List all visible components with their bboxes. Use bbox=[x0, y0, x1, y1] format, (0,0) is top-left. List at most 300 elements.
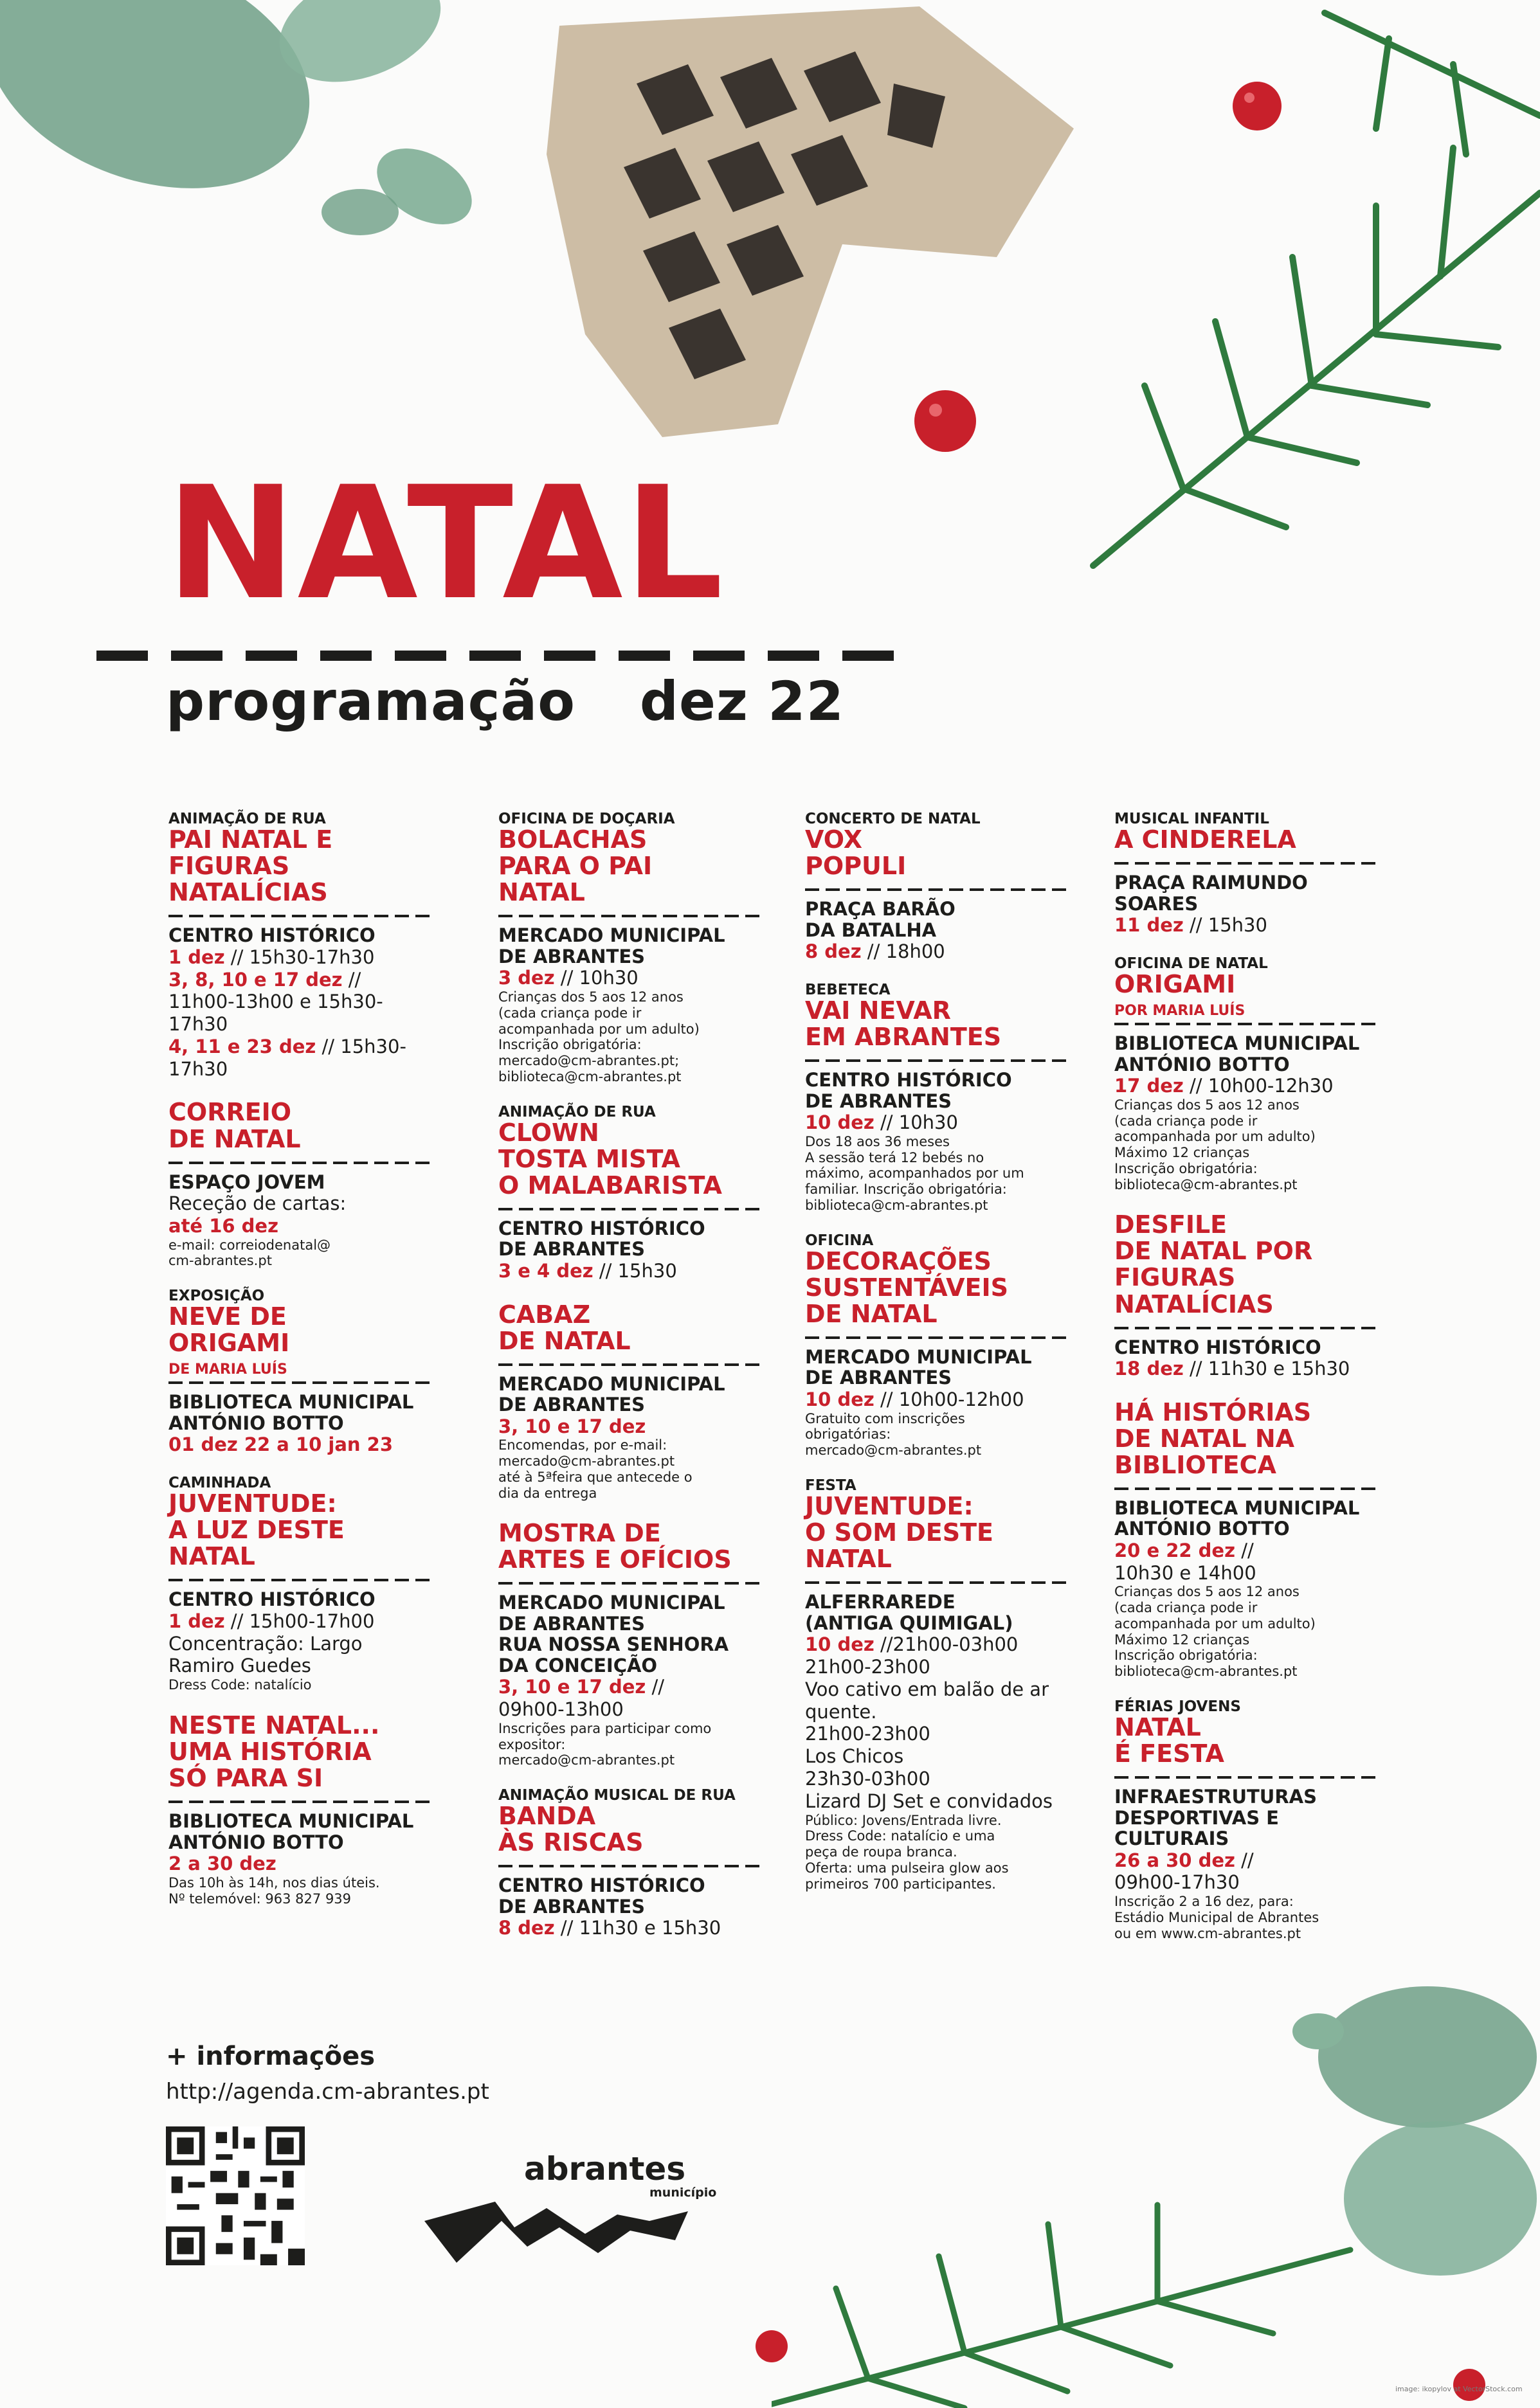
event-title-line: EM ABRANTES bbox=[805, 1023, 1002, 1052]
event-title-line: PARA O PAI bbox=[498, 852, 653, 881]
event-note: Dress Code: natalício e uma bbox=[805, 1828, 995, 1844]
event-note: Dos 18 aos 36 meses bbox=[805, 1133, 950, 1149]
event-title-line: SUSTENTÁVEIS bbox=[805, 1273, 1008, 1302]
dashed-divider bbox=[498, 1363, 762, 1366]
dashed-divider bbox=[168, 1162, 432, 1164]
event-title-line: VAI NEVAR bbox=[805, 996, 951, 1025]
program-column-4 bbox=[1114, 811, 1378, 1961]
event-note: Inscrição obrigatória: bbox=[498, 1037, 642, 1053]
event-title-line: DE NATAL POR bbox=[1114, 1237, 1313, 1266]
event-block bbox=[498, 1302, 762, 1502]
event-block bbox=[1114, 956, 1378, 1193]
logo-name: abrantes bbox=[524, 2150, 686, 2188]
event-title-line: O SOM DESTE bbox=[805, 1518, 993, 1547]
event-category: ANIMAÇÃO DE RUA bbox=[498, 1103, 656, 1120]
event-time: 21h00-23h00 bbox=[805, 1723, 930, 1745]
event-title bbox=[498, 1520, 762, 1578]
event-note: biblioteca@cm-abrantes.pt bbox=[498, 1068, 682, 1084]
event-schedule-line bbox=[1114, 1849, 1378, 1872]
event-date: 10 dez bbox=[805, 1111, 874, 1134]
info-heading: + informações bbox=[166, 2042, 376, 2071]
event-schedule-line bbox=[1114, 1540, 1378, 1562]
event-date: 18 dez bbox=[1114, 1358, 1184, 1379]
dashed-divider bbox=[805, 888, 1069, 891]
event-location: SOARES bbox=[1114, 892, 1199, 915]
event-category: CAMINHADA bbox=[168, 1475, 271, 1492]
event-date: 26 a 30 dez bbox=[1114, 1849, 1235, 1871]
event-location: DA CONCEIÇÃO bbox=[498, 1654, 658, 1676]
event-note: acompanhada por um adulto) bbox=[498, 1021, 700, 1037]
event-category: ANIMAÇÃO DE RUA bbox=[168, 811, 326, 827]
event-block bbox=[1114, 1212, 1378, 1379]
pine-cone-illustration bbox=[508, 0, 1100, 463]
title-dash-divider bbox=[96, 651, 907, 661]
event-location: CENTRO HISTÓRICO bbox=[498, 1217, 705, 1239]
event-location: ESPAÇO JOVEM bbox=[168, 1171, 325, 1193]
event-time: // bbox=[646, 1676, 665, 1698]
event-date: 01 dez 22 a 10 jan 23 bbox=[168, 1433, 394, 1456]
event-title bbox=[805, 827, 1069, 885]
event-block bbox=[498, 1788, 762, 1939]
event-location: ANTÓNIO BOTTO bbox=[1114, 1053, 1290, 1075]
event-note: A sessão terá 12 bebés no bbox=[805, 1149, 984, 1165]
event-category: BEBETECA bbox=[805, 981, 891, 998]
event-schedule-line bbox=[498, 1917, 762, 1939]
event-location: DE ABRANTES bbox=[805, 1367, 952, 1389]
event-title-line: É FESTA bbox=[1114, 1739, 1224, 1768]
event-location: DE ABRANTES bbox=[498, 1895, 646, 1918]
event-date: 1 dez bbox=[168, 946, 225, 968]
event-date: 3, 10 e 17 dez bbox=[498, 1676, 646, 1698]
event-title-line: ORIGAMI bbox=[168, 1329, 290, 1358]
event-location: DE ABRANTES bbox=[498, 945, 646, 967]
event-title bbox=[168, 1712, 432, 1797]
event-time: // 15h30-17h30 bbox=[224, 946, 375, 968]
event-date: 3 dez bbox=[498, 967, 555, 989]
event-date: 8 dez bbox=[498, 1917, 555, 1939]
event-location: INFRAESTRUTURAS bbox=[1114, 1786, 1317, 1808]
event-location: ANTÓNIO BOTTO bbox=[168, 1831, 344, 1853]
dashed-divider bbox=[168, 1381, 432, 1384]
page-title: NATAL bbox=[166, 453, 725, 634]
event-date: 11 dez bbox=[1114, 914, 1184, 937]
event-schedule-line bbox=[498, 1260, 762, 1282]
event-block bbox=[1114, 1699, 1378, 1942]
event-note: biblioteca@cm-abrantes.pt bbox=[1114, 1176, 1298, 1192]
subtitle-programacao: programação bbox=[166, 670, 575, 733]
event-location: BIBLIOTECA MUNICIPAL bbox=[168, 1391, 414, 1414]
event-title-line: A CINDERELA bbox=[1114, 825, 1296, 854]
event-date: 3, 8, 10 e 17 dez bbox=[168, 968, 343, 991]
event-schedule-line bbox=[168, 946, 432, 969]
event-location: CENTRO HISTÓRICO bbox=[805, 1069, 1012, 1092]
event-date: 17 dez bbox=[1114, 1075, 1184, 1097]
event-title-line: DE NATAL NA bbox=[1114, 1424, 1295, 1453]
program-column-3 bbox=[805, 811, 1069, 1911]
event-title-line: DESFILE bbox=[1114, 1210, 1227, 1239]
event-title-line: O MALABARISTA bbox=[498, 1171, 722, 1200]
event-time: // 11h00-13h00 e 15h30-17h30 bbox=[168, 968, 383, 1036]
event-title-line: HÁ HISTÓRIAS bbox=[1114, 1397, 1312, 1426]
event-schedule-line bbox=[168, 1610, 432, 1633]
event-schedule-line bbox=[805, 1723, 1069, 1745]
event-location: DE ABRANTES bbox=[805, 1090, 952, 1112]
red-berry-bottom-left bbox=[752, 2327, 791, 2366]
event-schedule-line bbox=[805, 1745, 1069, 1768]
event-block bbox=[805, 1478, 1069, 1892]
event-time: // 11h30 e 15h30 bbox=[1183, 1358, 1350, 1379]
event-title bbox=[168, 1099, 432, 1157]
event-time: // 10h30 bbox=[554, 967, 639, 989]
event-title-line: NATALÍCIAS bbox=[1114, 1289, 1274, 1318]
event-schedule-line bbox=[805, 1656, 1069, 1678]
event-location: RUA NOSSA SENHORA bbox=[498, 1633, 729, 1656]
event-date: até 16 dez bbox=[168, 1214, 278, 1237]
event-time: // 10h30 bbox=[874, 1111, 958, 1134]
event-schedule-line bbox=[498, 1676, 762, 1698]
program-column-1 bbox=[168, 811, 432, 1926]
event-schedule-line bbox=[1114, 1358, 1378, 1380]
event-note: peça de roupa branca. bbox=[805, 1844, 957, 1860]
event-time: 09h00-17h30 bbox=[1114, 1871, 1240, 1894]
event-note: mercado@cm-abrantes.pt bbox=[498, 1453, 675, 1469]
event-time: 21h00-23h00 bbox=[805, 1655, 930, 1678]
event-schedule-line bbox=[805, 1768, 1069, 1790]
event-title-line: NATAL bbox=[498, 878, 585, 907]
event-location: BIBLIOTECA MUNICIPAL bbox=[1114, 1032, 1360, 1055]
event-title bbox=[168, 827, 432, 911]
qr-code bbox=[166, 2126, 305, 2265]
event-title-line: PAI NATAL E bbox=[168, 825, 333, 854]
event-schedule-line bbox=[498, 1415, 762, 1438]
event-title-line: NATAL bbox=[1114, 1713, 1201, 1742]
event-title bbox=[168, 1491, 432, 1575]
event-schedule-line bbox=[498, 1698, 762, 1721]
event-note: máximo, acompanhados por um bbox=[805, 1165, 1024, 1182]
page-subtitle bbox=[166, 670, 844, 733]
event-title-line: JUVENTUDE: bbox=[805, 1492, 974, 1521]
event-schedule-line bbox=[1114, 1562, 1378, 1585]
event-title bbox=[498, 1803, 762, 1861]
event-time: // 15h30 bbox=[1183, 914, 1267, 937]
dashed-divider bbox=[498, 1865, 762, 1867]
event-date: 10 dez bbox=[805, 1633, 874, 1656]
event-title-line: ORIGAMI bbox=[1114, 970, 1236, 999]
event-location: ANTÓNIO BOTTO bbox=[168, 1412, 344, 1434]
event-date: 1 dez bbox=[168, 1610, 225, 1632]
event-block bbox=[168, 1712, 432, 1907]
event-category: ANIMAÇÃO MUSICAL DE RUA bbox=[498, 1787, 736, 1804]
event-title-line: POPULI bbox=[805, 852, 907, 881]
event-note: acompanhada por um adulto) bbox=[1114, 1129, 1316, 1145]
event-note: obrigatórias: bbox=[805, 1426, 891, 1442]
event-block bbox=[805, 1233, 1069, 1459]
event-note: familiar. Inscrição obrigatória: bbox=[805, 1182, 1007, 1198]
event-note: e-mail: correiodenatal@ bbox=[168, 1237, 331, 1253]
event-title bbox=[1114, 1399, 1378, 1484]
event-time: 09h00-13h00 bbox=[498, 1698, 624, 1721]
event-note: biblioteca@cm-abrantes.pt bbox=[805, 1197, 988, 1213]
event-title-line: DE NATAL bbox=[498, 1326, 631, 1355]
event-category: MUSICAL INFANTIL bbox=[1114, 811, 1269, 827]
event-block bbox=[498, 1104, 762, 1282]
event-category: CONCERTO DE NATAL bbox=[805, 811, 981, 827]
event-location: CENTRO HISTÓRICO bbox=[168, 1588, 376, 1611]
event-location: PRAÇA BARÃO bbox=[805, 898, 956, 921]
event-location: PRAÇA RAIMUNDO bbox=[1114, 872, 1308, 894]
event-title-line: BOLACHAS bbox=[498, 825, 648, 854]
event-schedule-line bbox=[805, 1111, 1069, 1134]
event-time: //21h00-03h00 bbox=[874, 1633, 1019, 1656]
event-location: MERCADO MUNICIPAL bbox=[498, 1372, 725, 1395]
event-subtitle: POR MARIA LUÍS bbox=[1114, 1003, 1246, 1020]
event-note: (cada criança pode ir bbox=[1114, 1600, 1258, 1616]
event-schedule-line bbox=[168, 1853, 432, 1875]
dashed-divider bbox=[1114, 1776, 1378, 1779]
dashed-divider bbox=[498, 915, 762, 917]
event-block bbox=[168, 1099, 432, 1269]
dashed-divider bbox=[805, 1581, 1069, 1584]
event-note: Estádio Municipal de Abrantes bbox=[1114, 1909, 1319, 1925]
image-credit: image: ikopylov at VectorStock.com bbox=[1395, 2385, 1523, 2393]
event-note: expositor: bbox=[498, 1736, 566, 1752]
event-schedule-line bbox=[805, 1633, 1069, 1656]
event-note: cm-abrantes.pt bbox=[168, 1253, 272, 1269]
event-schedule-line bbox=[168, 1036, 432, 1081]
event-time: // 10h00-12h30 bbox=[1183, 1075, 1334, 1097]
event-block bbox=[168, 811, 432, 1080]
event-note: Máximo 12 crianças bbox=[1114, 1631, 1250, 1648]
event-schedule-line bbox=[168, 1633, 432, 1678]
event-note: mercado@cm-abrantes.pt; bbox=[498, 1053, 680, 1069]
event-title-line: BIBLIOTECA bbox=[1114, 1450, 1276, 1479]
event-schedule-line bbox=[168, 1192, 432, 1215]
more-info bbox=[166, 2042, 489, 2105]
event-time: Voo cativo em balão de ar quente. bbox=[805, 1678, 1049, 1723]
event-schedule-line bbox=[805, 1678, 1069, 1723]
event-title-line: ARTES E OFÍCIOS bbox=[498, 1545, 732, 1574]
event-title-line: NATAL bbox=[168, 1542, 255, 1571]
event-date: 8 dez bbox=[805, 940, 862, 963]
event-note: dia da entrega bbox=[498, 1485, 597, 1501]
event-schedule-line bbox=[168, 1433, 432, 1456]
event-title-line: UMA HISTÓRIA bbox=[168, 1737, 372, 1766]
event-block bbox=[1114, 811, 1378, 937]
event-note: Inscrição 2 a 16 dez, para: bbox=[1114, 1894, 1294, 1910]
event-date: 3 e 4 dez bbox=[498, 1259, 593, 1282]
event-title-line: NATALÍCIAS bbox=[168, 878, 328, 907]
event-time: Concentração: Largo Ramiro Guedes bbox=[168, 1632, 363, 1677]
dashed-divider bbox=[1114, 1487, 1378, 1490]
event-title bbox=[805, 998, 1069, 1056]
event-note: Encomendas, por e-mail: bbox=[498, 1437, 667, 1453]
event-time: Receção de cartas: bbox=[168, 1192, 347, 1215]
dashed-divider bbox=[168, 1801, 432, 1803]
event-category: FÉRIAS JOVENS bbox=[1114, 1698, 1241, 1716]
event-title-line: FIGURAS bbox=[1114, 1263, 1236, 1292]
event-title bbox=[1114, 827, 1378, 858]
event-category: EXPOSIÇÃO bbox=[168, 1288, 265, 1305]
event-location: CENTRO HISTÓRICO bbox=[498, 1874, 705, 1897]
event-note: (cada criança pode ir bbox=[498, 1005, 642, 1021]
event-schedule-line bbox=[168, 1215, 432, 1237]
event-note: (cada criança pode ir bbox=[1114, 1113, 1258, 1129]
dashed-divider bbox=[805, 1336, 1069, 1339]
event-time: 23h30-03h00 bbox=[805, 1767, 930, 1790]
dashed-divider bbox=[498, 1208, 762, 1210]
event-location: MERCADO MUNICIPAL bbox=[805, 1345, 1032, 1368]
event-note: acompanhada por um adulto) bbox=[1114, 1615, 1316, 1631]
event-schedule-line bbox=[805, 1790, 1069, 1813]
dashed-divider bbox=[168, 1579, 432, 1581]
event-note: Máximo 12 crianças bbox=[1114, 1145, 1250, 1161]
event-title bbox=[168, 1304, 432, 1361]
event-location: DESPORTIVAS E bbox=[1114, 1806, 1279, 1829]
program-column-2 bbox=[498, 811, 762, 1959]
event-block bbox=[1114, 1399, 1378, 1680]
event-category: OFICINA DE DOÇARIA bbox=[498, 811, 675, 827]
event-title-line: DECORAÇÕES bbox=[805, 1246, 992, 1275]
event-note: Inscrição obrigatória: bbox=[1114, 1648, 1258, 1664]
event-time: // 15h00-17h00 bbox=[224, 1610, 375, 1632]
event-location: DA BATALHA bbox=[805, 919, 937, 941]
event-title bbox=[1114, 971, 1378, 1003]
event-location: BIBLIOTECA MUNICIPAL bbox=[168, 1810, 414, 1833]
event-time: // 10h00-12h00 bbox=[874, 1388, 1024, 1410]
event-note: Oferta: uma pulseira glow aos bbox=[805, 1860, 1009, 1876]
event-location: CENTRO HISTÓRICO bbox=[1114, 1336, 1321, 1358]
event-location: ALFERRAREDE bbox=[805, 1591, 956, 1613]
event-block bbox=[805, 811, 1069, 963]
event-location: (ANTIGA QUIMIGAL) bbox=[805, 1612, 1013, 1634]
event-location: BIBLIOTECA MUNICIPAL bbox=[1114, 1496, 1360, 1519]
event-date: 10 dez bbox=[805, 1388, 874, 1410]
subtitle-date: dez 22 bbox=[639, 670, 845, 733]
event-title-line: CORREIO bbox=[168, 1098, 292, 1127]
event-schedule-line bbox=[1114, 1075, 1378, 1097]
dashed-divider bbox=[1114, 1023, 1378, 1025]
event-location: CENTRO HISTÓRICO bbox=[168, 924, 376, 947]
event-schedule-line bbox=[805, 1388, 1069, 1411]
event-time: 10h30 e 14h00 bbox=[1114, 1561, 1256, 1584]
event-schedule-line bbox=[168, 969, 432, 1036]
event-title bbox=[498, 827, 762, 911]
event-date: 3, 10 e 17 dez bbox=[498, 1415, 646, 1437]
event-title-line: CABAZ bbox=[498, 1300, 591, 1329]
event-schedule-line bbox=[1114, 914, 1378, 937]
event-title-line: SÓ PARA SI bbox=[168, 1764, 323, 1792]
event-block bbox=[498, 1520, 762, 1768]
event-time: // 18h00 bbox=[861, 940, 945, 963]
pine-branch-bottom bbox=[772, 2186, 1415, 2408]
event-time: // bbox=[1235, 1849, 1254, 1871]
dashed-divider bbox=[498, 1582, 762, 1585]
pine-branch-top-right bbox=[1055, 0, 1540, 591]
eucalyptus-leaves-top-left bbox=[0, 0, 489, 270]
event-title bbox=[805, 1493, 1069, 1577]
event-date: 2 a 30 dez bbox=[168, 1852, 276, 1874]
event-title-line: TOSTA MISTA bbox=[498, 1144, 680, 1173]
event-note: Crianças dos 5 aos 12 anos bbox=[1114, 1097, 1300, 1113]
event-time: // 15h30-17h30 bbox=[168, 1035, 406, 1080]
event-title-line: DE NATAL bbox=[168, 1124, 301, 1153]
event-title bbox=[498, 1302, 762, 1360]
event-location: DE ABRANTES bbox=[498, 1238, 646, 1261]
event-schedule-line bbox=[1114, 1871, 1378, 1894]
event-title-line: VOX bbox=[805, 825, 862, 854]
red-berry-top bbox=[910, 386, 981, 456]
event-note: Dress Code: natalício bbox=[168, 1677, 312, 1693]
event-note: Crianças dos 5 aos 12 anos bbox=[1114, 1584, 1300, 1600]
event-category: OFICINA bbox=[805, 1232, 874, 1249]
event-time: // 11h30 e 15h30 bbox=[554, 1917, 721, 1939]
event-note: ou em www.cm-abrantes.pt bbox=[1114, 1925, 1301, 1941]
event-note: Inscrições para participar como bbox=[498, 1720, 712, 1736]
event-note: mercado@cm-abrantes.pt bbox=[498, 1752, 675, 1768]
event-location: DE ABRANTES bbox=[498, 1612, 646, 1635]
event-title-line: NEVE DE bbox=[168, 1302, 287, 1331]
event-block bbox=[498, 811, 762, 1085]
event-title bbox=[498, 1120, 762, 1204]
event-title-line: A LUZ DESTE bbox=[168, 1516, 345, 1545]
event-title bbox=[805, 1248, 1069, 1333]
event-title-line: MOSTRA DE bbox=[498, 1519, 661, 1548]
event-note: Crianças dos 5 aos 12 anos bbox=[498, 989, 684, 1005]
event-title-line: NATAL bbox=[805, 1545, 892, 1574]
event-category: OFICINA DE NATAL bbox=[1114, 955, 1268, 972]
event-title-line: NESTE NATAL... bbox=[168, 1711, 380, 1739]
event-subtitle: DE MARIA LUÍS bbox=[168, 1361, 287, 1378]
info-link[interactable]: http://agenda.cm-abrantes.pt bbox=[166, 2079, 489, 2105]
dashed-divider bbox=[1114, 1327, 1378, 1329]
event-location: MERCADO MUNICIPAL bbox=[498, 1592, 725, 1614]
event-note: Das 10h às 14h, nos dias úteis. bbox=[168, 1874, 380, 1891]
event-note: biblioteca@cm-abrantes.pt bbox=[1114, 1664, 1298, 1680]
event-schedule-line bbox=[498, 967, 762, 989]
logo-subtitle: município bbox=[649, 2186, 717, 2200]
event-title-line: CLOWN bbox=[498, 1118, 599, 1147]
event-block bbox=[805, 982, 1069, 1214]
event-date: 20 e 22 dez bbox=[1114, 1539, 1235, 1561]
dashed-divider bbox=[805, 1059, 1069, 1062]
event-date: 4, 11 e 23 dez bbox=[168, 1035, 316, 1057]
event-title-line: FIGURAS bbox=[168, 852, 290, 881]
event-time: Lizard DJ Set e convidados bbox=[805, 1790, 1053, 1812]
event-time: // bbox=[1235, 1539, 1254, 1561]
event-note: mercado@cm-abrantes.pt bbox=[805, 1442, 982, 1459]
event-time: Los Chicos bbox=[805, 1745, 904, 1768]
event-note: Gratuito com inscrições bbox=[805, 1410, 965, 1426]
event-title bbox=[1114, 1714, 1378, 1772]
event-location: DE ABRANTES bbox=[498, 1394, 646, 1416]
event-note: Nº telemóvel: 963 827 939 bbox=[168, 1891, 352, 1907]
event-note: até à 5ªfeira que antecede o bbox=[498, 1469, 693, 1485]
event-note: primeiros 700 participantes. bbox=[805, 1876, 996, 1892]
event-block bbox=[168, 1288, 432, 1456]
event-note: Público: Jovens/Entrada livre. bbox=[805, 1812, 1002, 1828]
event-schedule-line bbox=[805, 940, 1069, 963]
event-location: ANTÓNIO BOTTO bbox=[1114, 1518, 1290, 1540]
event-title-line: DE NATAL bbox=[805, 1299, 938, 1328]
event-title-line: ÀS RISCAS bbox=[498, 1828, 644, 1857]
dashed-divider bbox=[1114, 862, 1378, 865]
event-note: Inscrição obrigatória: bbox=[1114, 1160, 1258, 1176]
event-location: CULTURAIS bbox=[1114, 1828, 1229, 1850]
event-title-line: BANDA bbox=[498, 1802, 596, 1831]
event-block bbox=[168, 1475, 432, 1693]
event-category: FESTA bbox=[805, 1477, 856, 1494]
event-title-line: JUVENTUDE: bbox=[168, 1489, 337, 1518]
